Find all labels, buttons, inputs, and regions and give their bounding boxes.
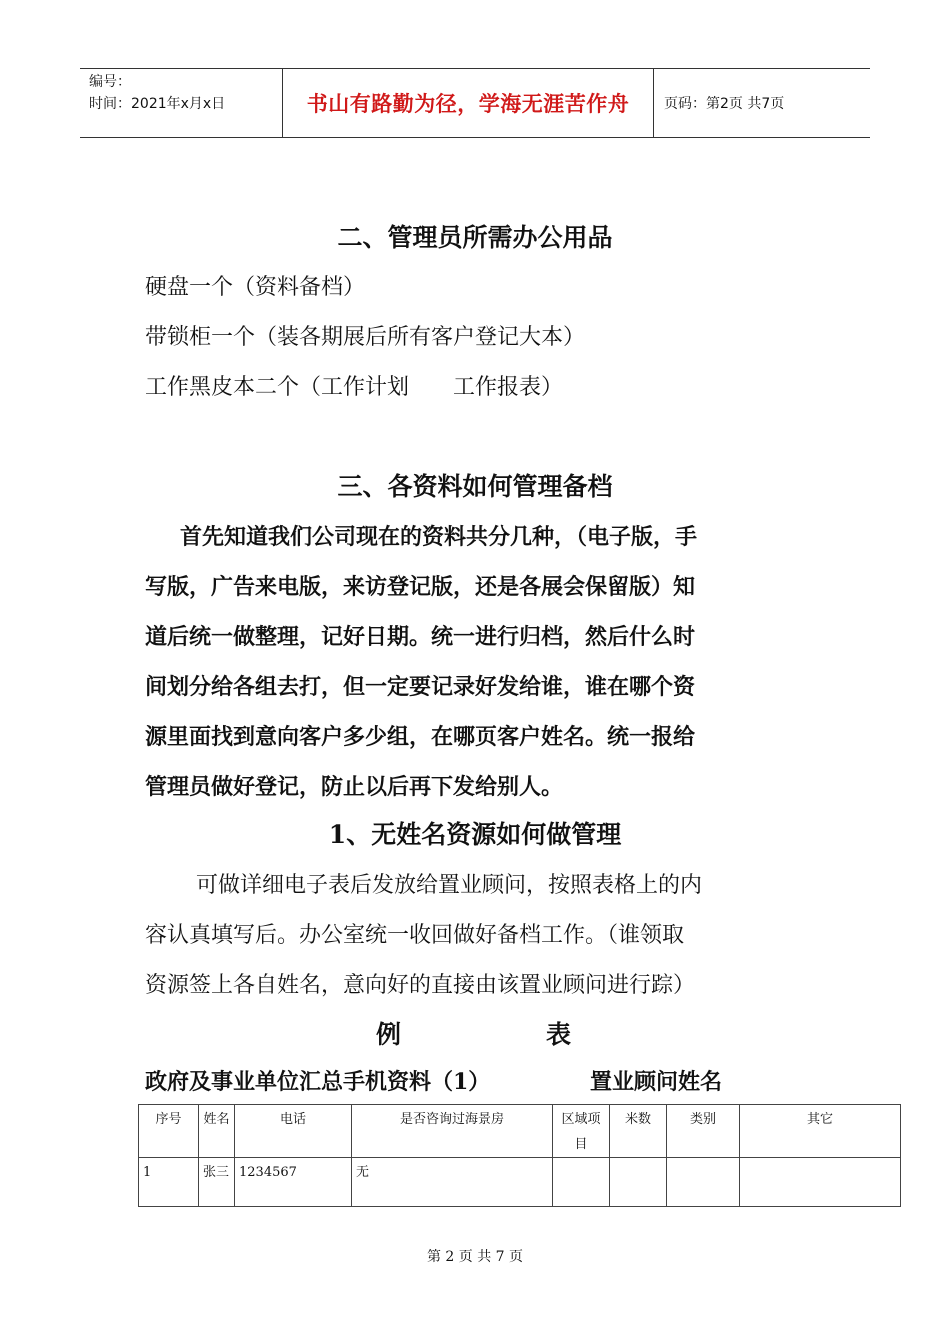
- page-header: [80, 68, 870, 138]
- paragraph-line: 首先知道我们公司现在的资料共分几种，（电子版，手: [180, 524, 698, 550]
- table-cell: 1234567: [235, 1158, 352, 1207]
- data-table: [138, 1104, 901, 1207]
- paragraph-line: 源里面找到意向客户多少组，在哪页客户姓名。统一报给: [145, 724, 696, 750]
- motto: 书山有路勤为径，学海无涯苦作舟: [282, 69, 654, 137]
- list-item: 工作黑皮本二个（工作计划 工作报表）: [145, 375, 564, 400]
- paragraph-line: 道后统一做整理，记好日期。统一进行归档，然后什么时: [145, 624, 696, 650]
- paragraph-line: 写版，广告来电版，来访登记版，还是各展会保留版）知: [145, 574, 696, 600]
- list-item: 硬盘一个（资料备档）: [145, 275, 366, 300]
- section3-title: 三、各资料如何管理备档: [337, 472, 613, 501]
- example-title-left: 例: [376, 1020, 402, 1049]
- column-header: 区域项目: [553, 1105, 610, 1158]
- column-header: 序号: [139, 1105, 199, 1158]
- table-cell: [553, 1158, 610, 1207]
- paragraph-line: 可做详细电子表后发放给置业顾问，按照表格上的内: [196, 873, 703, 898]
- subsection1-title: 1、无姓名资源如何做管理: [328, 820, 622, 849]
- paragraph-line: 资源签上各自姓名，意向好的直接由该置业顾问进行踪）: [145, 973, 696, 998]
- time-label: 时间：2021年x月x日: [89, 96, 226, 112]
- table-cell: 1: [139, 1158, 199, 1207]
- table-row: [139, 1158, 901, 1207]
- table-caption: 政府及事业单位汇总手机资料（1）: [145, 1069, 491, 1095]
- list-item: 带锁柜一个（装各期展后所有客户登记大本）: [145, 325, 586, 350]
- table-cell: 无: [352, 1158, 553, 1207]
- page-footer: 第 2 页 共 7 页: [426, 1249, 524, 1265]
- paragraph-line: 管理员做好登记，防止以后再下发给别人。: [145, 774, 564, 800]
- column-header: 米数: [610, 1105, 667, 1158]
- table-cell: [740, 1158, 901, 1207]
- column-header: 类别: [667, 1105, 740, 1158]
- header-meta: [80, 69, 282, 137]
- consultant-label: 置业顾问姓名: [590, 1069, 723, 1095]
- number-label: 编号：: [89, 74, 131, 90]
- example-title-right: 表: [546, 1020, 572, 1049]
- table-cell: 张三: [199, 1158, 235, 1207]
- table-cell: [610, 1158, 667, 1207]
- section2-title: 二、管理员所需办公用品: [337, 223, 613, 252]
- table-cell: [667, 1158, 740, 1207]
- column-header: 是否咨询过海景房: [352, 1105, 553, 1158]
- paragraph-line: 容认真填写后。办公室统一收回做好备档工作。（谁领取: [145, 923, 685, 948]
- column-header: 姓名: [199, 1105, 235, 1158]
- column-header: 其它: [740, 1105, 901, 1158]
- table-header-row: [139, 1105, 901, 1158]
- column-header: 电话: [235, 1105, 352, 1158]
- paragraph-line: 间划分给各组去打，但一定要记录好发给谁，谁在哪个资: [145, 674, 696, 700]
- page-label: 页码：第2页 共7页: [664, 96, 785, 112]
